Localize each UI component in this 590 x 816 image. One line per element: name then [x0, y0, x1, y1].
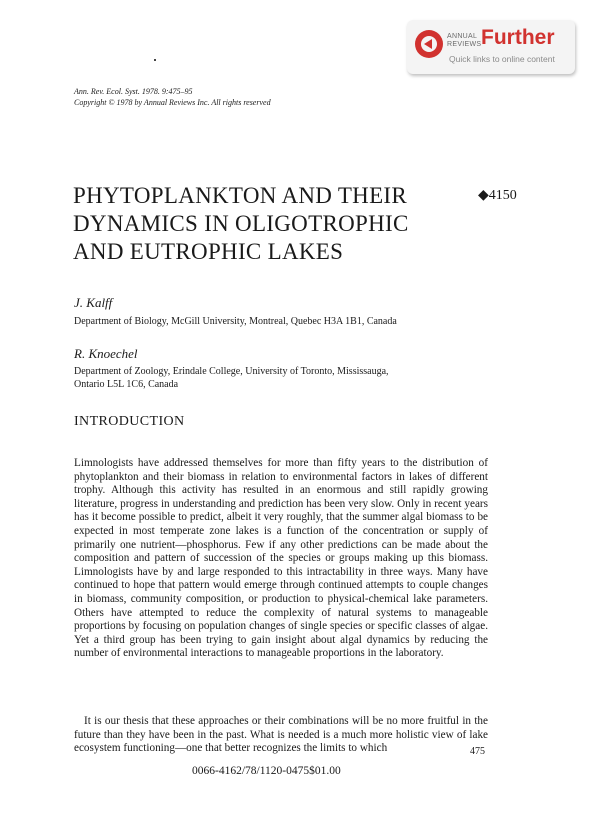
scan-speck: [154, 59, 156, 61]
page-number: 475: [470, 746, 485, 757]
body-paragraph: Limnologists have addressed themselves for more than fifty years to the distribution of phytoplankton and their biomass in relation to environmental factors in lakes of different trophy. Although this activity has resulted in an enormous and still rapidly growing literature, progress in understanding and prediction has been very slow. Only in recent years has it become possible to predict, albeit it very roughly, that the summer algal biomass to be expected in most temperate zone lakes is a function of the concentration or supply of primarily one nutrient—phosphorus. Few if any other predictions can be made about the composition and pattern of succession of the species or groups making up this biomass. Limnologists have by and large responded to this intractability in three ways. Many have continued to hope that pattern would emerge through continued attempts to couple changes in biomass, community composition, or production to physical-chemical lake parameters. Others have attempted to reduce the complexity of natural systems to manageable proportions by focusing on population changes of single species or specific classes of algae. Yet a third group has been trying to gain insight about algal dynamics by reducing the number of environmental interactions to manageable proportions in the laboratory.: [74, 457, 488, 660]
article-code: ◆4150: [478, 188, 517, 203]
author-name: J. Kalff: [74, 295, 113, 310]
section-heading: INTRODUCTION: [74, 414, 185, 429]
further-banner[interactable]: [407, 20, 575, 74]
article-title: PHYTOPLANKTON AND THEIR DYNAMICS IN OLIGOTROPHIC AND EUTROPHIC LAKES: [73, 183, 409, 264]
banner-brand-title: Further: [481, 26, 555, 49]
author-name: R. Knoechel: [74, 346, 138, 361]
banner-brand-small: ANNUAL REVIEWS: [447, 33, 482, 48]
journal-citation: Ann. Rev. Ecol. Syst. 1978. 9:475–95: [74, 87, 193, 96]
journal-copyright: Copyright © 1978 by Annual Reviews Inc. All rights reserved: [74, 98, 271, 107]
footer-code: 0066-4162/78/1120-0475$01.00: [192, 765, 341, 777]
annual-reviews-logo-icon: [415, 30, 443, 58]
banner-subtitle: Quick links to online content: [449, 54, 555, 64]
journal-citation-block: [74, 86, 271, 108]
author-affiliation: Department of Zoology, Erindale College, University of Toronto, Mississauga, Ontario L5L 1C6, Canada: [74, 366, 389, 390]
body-paragraph: It is our thesis that these approaches or their combinations will be no more fruitful in the future than they have been in the past. What is needed is a much more holistic view of lake ecosystem functioning—one that better recognizes the limits to which: [74, 715, 488, 755]
author-affiliation: Department of Biology, McGill University, Montreal, Quebec H3A 1B1, Canada: [74, 316, 397, 327]
